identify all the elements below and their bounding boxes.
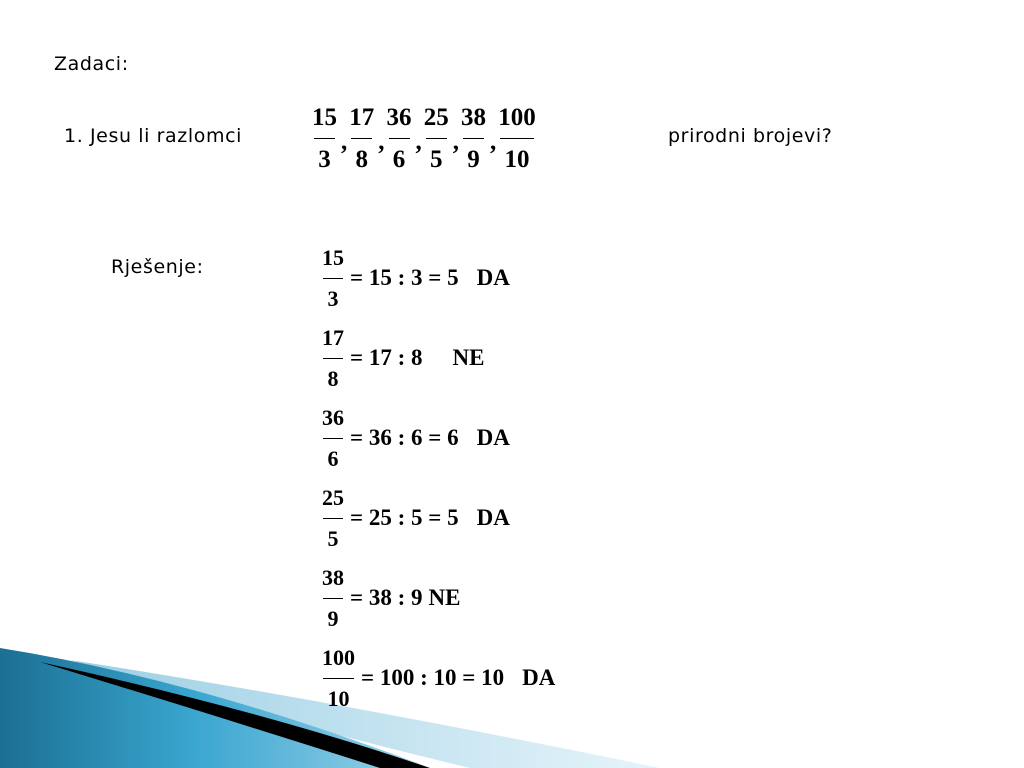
question-fraction (461, 105, 486, 172)
fraction-numerator: 100 (322, 644, 355, 670)
question-fraction (349, 105, 374, 172)
verdict-label: DA (476, 425, 510, 450)
solution-label: Rješenje: (111, 256, 204, 278)
question-suffix: prirodni brojevi? (668, 125, 833, 147)
question-fraction (424, 105, 449, 172)
fraction-separator: , (415, 128, 422, 155)
solution-row (322, 638, 555, 718)
fraction-numerator: 36 (386, 103, 412, 131)
solution-fraction (322, 644, 355, 711)
fraction-numerator: 25 (322, 484, 344, 510)
fraction-denominator: 6 (392, 145, 406, 173)
fraction-numerator: 15 (322, 244, 344, 270)
verdict-label: DA (476, 505, 510, 530)
question-fraction (387, 105, 412, 172)
solution-fraction (322, 564, 344, 631)
fraction-numerator: 36 (322, 404, 344, 430)
heading-zadaci: Zadaci: (54, 53, 129, 75)
question-fractions (312, 98, 536, 178)
question-fraction (312, 105, 337, 172)
solution-row (322, 558, 460, 638)
division-expression: = 15 : 3 = 5 (350, 265, 459, 290)
fraction-numerator: 38 (322, 564, 344, 590)
fraction-denominator: 3 (318, 145, 331, 173)
fraction-separator: , (378, 128, 385, 155)
verdict-label: NE (428, 585, 461, 610)
verdict-label: NE (452, 345, 485, 370)
fraction-denominator: 9 (327, 605, 339, 631)
fraction-separator: , (490, 128, 497, 155)
verdict-label: DA (522, 665, 556, 690)
question-prefix: 1. Jesu li razlomci (64, 125, 243, 147)
fraction-denominator: 8 (355, 145, 368, 173)
fraction-numerator: 38 (461, 103, 486, 131)
division-expression: = 100 : 10 = 10 (361, 665, 505, 690)
question-fraction (498, 105, 536, 172)
solution-fraction (322, 484, 344, 551)
fraction-numerator: 17 (349, 103, 375, 131)
solution-row (322, 398, 510, 478)
solution-row (322, 478, 510, 558)
solution-row (322, 318, 484, 398)
fraction-numerator: 15 (312, 103, 337, 131)
verdict-label: DA (476, 265, 510, 290)
division-expression: = 38 : 9 (350, 585, 423, 610)
solution-fraction (322, 324, 344, 391)
fraction-separator: , (341, 128, 348, 155)
fraction-denominator: 9 (467, 145, 480, 173)
fraction-denominator: 6 (327, 445, 339, 471)
fraction-denominator: 10 (504, 145, 530, 173)
fraction-denominator: 3 (327, 285, 339, 311)
solution-fraction (322, 404, 344, 471)
solution-fraction (322, 244, 344, 311)
division-expression: = 25 : 5 = 5 (350, 505, 459, 530)
division-expression: = 36 : 6 = 6 (350, 425, 459, 450)
fraction-numerator: 25 (423, 103, 449, 131)
fraction-denominator: 5 (430, 145, 443, 173)
solution-row (322, 238, 510, 318)
fraction-denominator: 8 (327, 365, 339, 391)
fraction-denominator: 5 (327, 525, 339, 551)
division-expression: = 17 : 8 (350, 345, 423, 370)
fraction-numerator: 17 (322, 324, 344, 350)
fraction-separator: , (452, 128, 459, 155)
fraction-numerator: 100 (498, 103, 536, 131)
fraction-denominator: 10 (327, 685, 350, 711)
